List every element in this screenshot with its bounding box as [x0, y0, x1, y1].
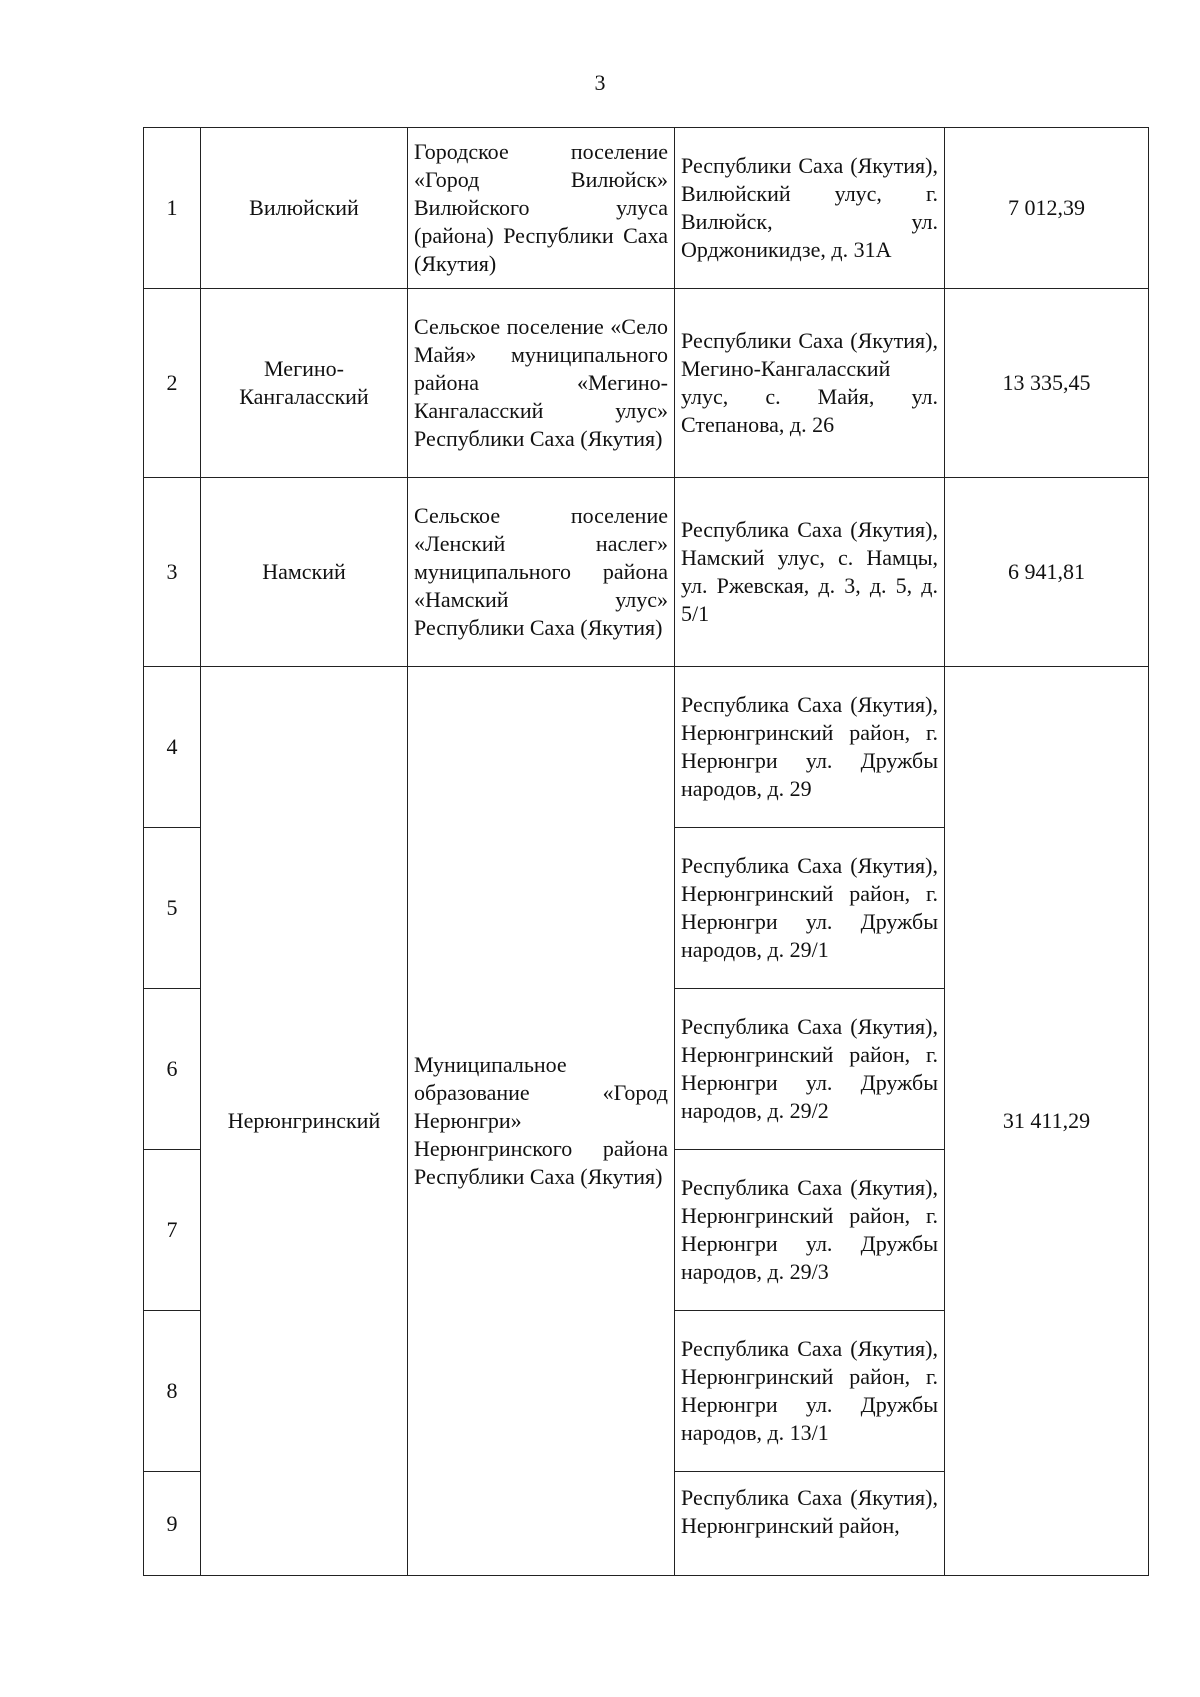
area-value: 13 335,45 — [945, 289, 1149, 478]
address: Республики Саха (Якутия), Вилюйский улус, г. Вилюйск, ул. Орджоникидзе, д. 31А — [675, 128, 945, 289]
address: Республика Саха (Якутия), Нерюнгринский район, г. Нерюнгри ул. Дружбы народов, д. 29/3 — [675, 1150, 945, 1311]
table-row — [144, 667, 1149, 828]
objects-table — [143, 127, 1149, 1576]
row-number: 5 — [144, 828, 201, 989]
address: Республики Саха (Якутия), Мегино-Кангаласский улус, с. Майя, ул. Степанова, д. 26 — [675, 289, 945, 478]
area-value: 31 411,29 — [945, 667, 1149, 1576]
table-row — [144, 289, 1149, 478]
row-number: 9 — [144, 1472, 201, 1576]
row-number: 7 — [144, 1150, 201, 1311]
address: Республика Саха (Якутия), Нерюнгринский район, г. Нерюнгри ул. Дружбы народов, д. 29 — [675, 667, 945, 828]
row-number: 8 — [144, 1311, 201, 1472]
row-number: 1 — [144, 128, 201, 289]
row-number: 4 — [144, 667, 201, 828]
address: Республика Саха (Якутия), Нерюнгринский район, г. Нерюнгри ул. Дружбы народов, д. 29/2 — [675, 989, 945, 1150]
municipality-name: Сельское поселение «Ленский наслег» муниципального района «Намский улус» Республики Саха (Якутия) — [408, 478, 675, 667]
page-number: 3 — [594, 70, 606, 95]
address: Республика Саха (Якутия), Нерюнгринский район, г. Нерюнгри ул. Дружбы народов, д. 29/1 — [675, 828, 945, 989]
row-number: 3 — [144, 478, 201, 667]
address: Республика Саха (Якутия), Нерюнгринский район, — [675, 1472, 945, 1576]
municipality-name: Городское поселение «Город Вилюйск» Вилюйского улуса (района) Республики Саха (Якутия) — [408, 128, 675, 289]
district-name: Нерюнгринский — [201, 667, 408, 1576]
table-row — [144, 478, 1149, 667]
municipality-name: Муниципальное образование «Город Нерюнгри» Нерюнгринского района Республики Саха (Якутия) — [408, 667, 675, 1576]
address: Республика Саха (Якутия), Нерюнгринский район, г. Нерюнгри ул. Дружбы народов, д. 13/1 — [675, 1311, 945, 1472]
municipality-name: Сельское поселение «Село Майя» муниципального района «Мегино-Кангаласский улус» Республики Саха (Якутия) — [408, 289, 675, 478]
district-name: Мегино-Кангаласский — [201, 289, 408, 478]
district-name: Вилюйский — [201, 128, 408, 289]
row-number: 6 — [144, 989, 201, 1150]
district-name: Намский — [201, 478, 408, 667]
area-value: 7 012,39 — [945, 128, 1149, 289]
area-value: 6 941,81 — [945, 478, 1149, 667]
address: Республика Саха (Якутия), Намский улус, с. Намцы, ул. Ржевская, д. 3, д. 5, д. 5/1 — [675, 478, 945, 667]
row-number: 2 — [144, 289, 201, 478]
table-row — [144, 128, 1149, 289]
